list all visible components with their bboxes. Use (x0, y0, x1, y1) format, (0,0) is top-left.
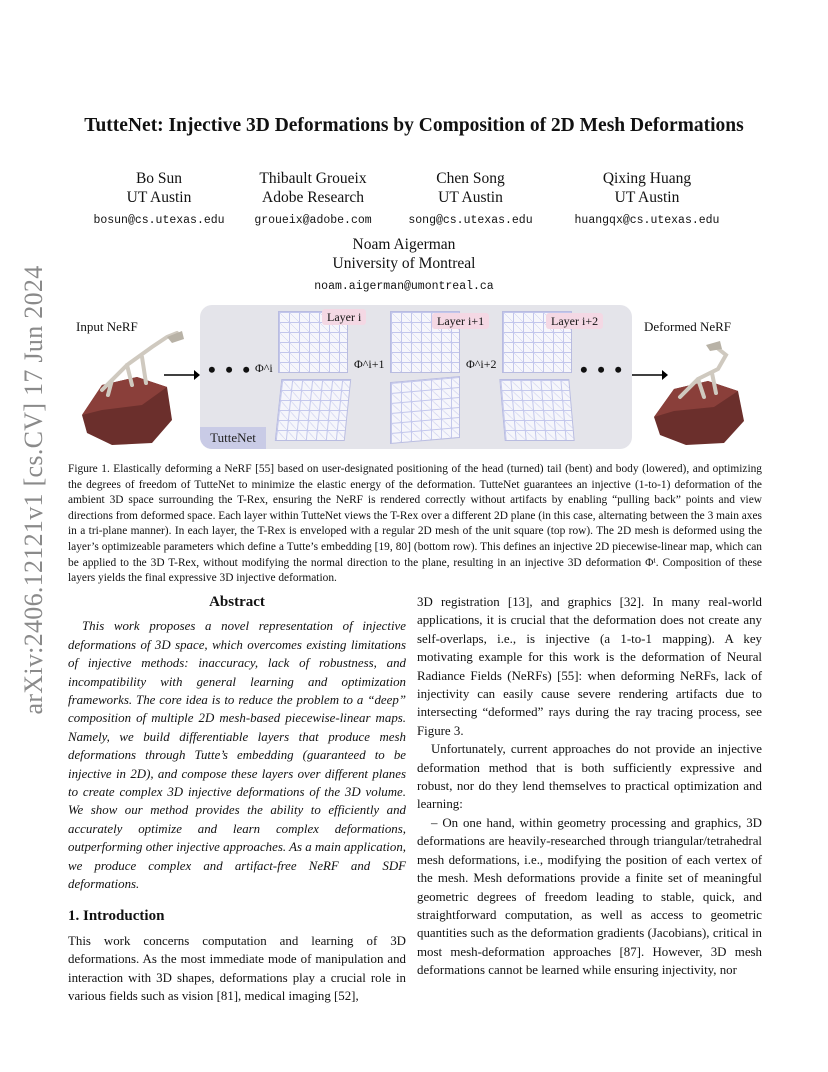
right-paragraph-1: 3D registration [13], and graphics [32]. In many real-world applications, it is crucial that the deformation does not create any self-overlaps, i.e., is injective (a 1-to-1 mapping). A key motivating example for this work is the deformation of Neural Radiance Fields (NeRFs) [55]: when deforming NeRFs, lack of injectivity can easily cause severe rendering artifacts due to intersecting “deformed” rays during the ray tracing process, see Figure 3. (417, 595, 762, 738)
phi-i1: Φ^i+1 (354, 357, 385, 371)
tuttenet-panel (200, 305, 632, 449)
author-email[interactable]: groueix@adobe.com (254, 214, 372, 227)
author-affil: University of Montreal (332, 255, 476, 272)
author-email[interactable]: huangqx@cs.utexas.edu (574, 214, 720, 227)
arxiv-stamp (14, 265, 54, 715)
author-affil: Adobe Research (262, 189, 364, 206)
layer-i-label: Layer i (322, 309, 366, 325)
phi-i: Φ^i (255, 361, 273, 375)
intro-paragraph: This work concerns computation and learning of 3D deformations. As the most immediate mode of manipulation and interaction with 3D shapes, deformations play a crucial role in various fields such as vision [81], medical imaging [52], (68, 933, 406, 1004)
paper-title: TutteNet: Injective 3D Deformations by Composition of 2D Mesh Deformations (84, 115, 744, 136)
layer-i2-label: Layer i+2 (546, 313, 603, 329)
intro-heading: 1. Introduction (68, 907, 165, 924)
arrow-in-icon (164, 369, 200, 381)
layer-i1-mesh-bottom (390, 376, 460, 444)
figure-1 (72, 303, 762, 451)
author-name: Bo Sun (135, 170, 183, 187)
layer-i2-mesh-bottom (499, 379, 574, 441)
author-name: Thibault Groueix (259, 170, 367, 187)
author-1 (84, 169, 234, 230)
author-affil: UT Austin (438, 189, 503, 206)
right-column (417, 593, 762, 980)
author-email[interactable]: song@cs.utexas.edu (408, 214, 533, 227)
deformed-nerf-label: Deformed NeRF (644, 319, 732, 334)
right-paragraph-2: Unfortunately, current approaches do not provide an injective deformation method that is both sufficiently expressive and robust, nor do they lend themselves to practical optimization and learning: (417, 742, 762, 812)
author-email[interactable]: noam.aigerman@umontreal.ca (314, 280, 494, 293)
author-name: Noam Aigerman (352, 236, 456, 253)
author-name: Qixing Huang (602, 170, 692, 187)
tuttenet-label: TutteNet (200, 427, 266, 449)
phi-i2: Φ^i+2 (466, 357, 497, 371)
author-affil: UT Austin (614, 189, 680, 206)
abstract-heading: Abstract (209, 594, 265, 610)
layer-i1-label: Layer i+1 (432, 313, 489, 329)
right-paragraph-3: – On one hand, within geometry processing and graphics, 3D deformations are heavily-researched through triangular/tetrahedral mesh deformations, i.e., modifying the position of each vertex of the mesh. Mesh deformations provide a finite set of meaningful geometric degrees of freedom leading to stable, quick, and straightforward computation, as well as access to geometric quantities such as the deformation gradients (Jacobians), critical in most mesh-deformation approaches [87]. However, 3D mesh deformations cannot be learned while ensuring injectivity, nor (417, 815, 762, 978)
left-column (68, 593, 406, 1006)
author-4 (562, 169, 732, 230)
input-nerf-label: Input NeRF (76, 319, 138, 334)
deformed-nerf-image (646, 337, 762, 449)
author-2 (233, 169, 393, 230)
layer-i-mesh-bottom (275, 379, 352, 441)
author-email[interactable]: bosun@cs.utexas.edu (93, 214, 225, 227)
ellipsis-left: • • • (208, 357, 253, 382)
arxiv-id: arXiv:2406.12121v1 [cs.CV] 17 Jun 2024 (19, 265, 48, 715)
author-5 (294, 235, 514, 296)
author-affil: UT Austin (126, 189, 192, 206)
abstract-text: This work proposes a novel representation of injective deformations of 3D space, which overcomes existing limitations of injective methods: inaccuracy, lack of robustness, and incompatibility with general learning and optimization frameworks. The core idea is to reduce the problem to a “deep” composition of multiple 2D mesh-based piecewise-linear maps. Namely, we build differentiable layers that produce mesh deformations through Tutte’s embedding (guaranteed to be injective in 2D), and compose these layers over different planes to create complex 3D injective deformations of the 3D volume. We show our method provides the ability to efficiently and accurately optimize and learn complex deformations, outperforming other injective approaches. As a main application, we produce complex and artifact-free NeRF and SDF deformations. (68, 619, 406, 892)
figure-caption: Figure 1. Elastically deforming a NeRF [55] based on user-designated positioning of the head (turned) tail (bent) and body (lowered), and optimizing the degrees of freedom of TutteNet to minimize the elastic energy of the deformation. TutteNet guarantees an injective (1-to-1) deformation of the ambient 3D space surrounding the T-Rex, ensuring the NeRF is rendered correctly without artifacts by enabling “pulling back” points and view directions from deformed space. Each layer within TutteNet views the T-Rex over a different 2D plane (in this case, alternating between the 3 main axes in a tri-plane manner). In each layer, the T-Rex is enveloped with a regular 2D mesh of the unit square (top row). The 2D mesh is deformed using the layer’s optimizeable parameters which define a Tutte’s embedding [19, 80] (bottom row). This defines an injective 2D piecewise-linear map, which can be applied to the 3D T-Rex, without modifying the normal direction to the plane, resulting in an injective 3D deformation Φⁱ. Composition of these layers yields the final expressive 3D injective deformation. (68, 463, 762, 585)
author-name: Chen Song (436, 170, 505, 187)
input-nerf-image (72, 325, 192, 449)
ellipsis-right: • • • (580, 357, 625, 382)
author-3 (398, 169, 543, 230)
